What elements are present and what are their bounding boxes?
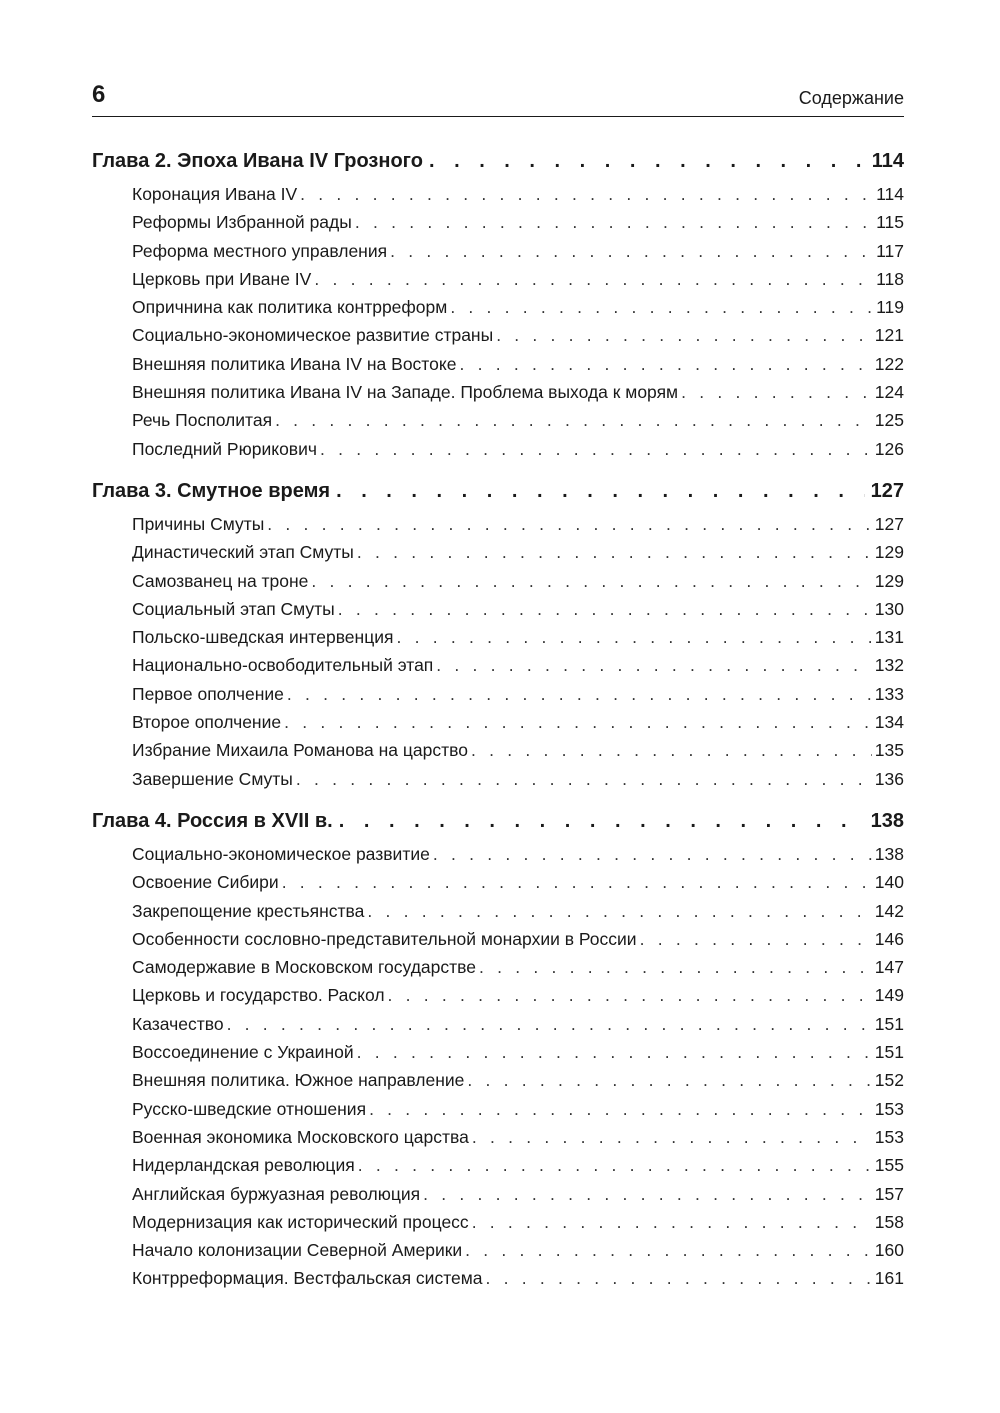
dot-leader (314, 266, 873, 292)
section-title: Воссоединение с Украиной (132, 1042, 354, 1063)
section-title: Второе ополчение (132, 712, 282, 733)
dot-leader (339, 806, 865, 836)
section-page-number: 121 (874, 325, 904, 346)
toc-entry (92, 181, 904, 209)
chapter-page-number: 138 (870, 809, 904, 832)
toc-entry (92, 1237, 904, 1265)
section-title: Самозванец на троне (132, 570, 309, 591)
section-title: Первое ополчение (132, 683, 284, 704)
section-title: Коронация Ивана IV (132, 184, 298, 204)
toc-entry (92, 209, 904, 237)
chapter-heading (92, 806, 904, 841)
toc-chapter (92, 146, 904, 464)
section-page-number: 124 (874, 382, 904, 403)
section-page-number: 135 (874, 740, 904, 761)
toc-chapter (92, 806, 904, 1294)
section-page-number: 155 (874, 1155, 904, 1176)
section-title: Особенности сословно-представительной монархии в России (132, 928, 637, 949)
chapter-page-number: 127 (870, 479, 904, 502)
dot-leader (467, 1067, 871, 1093)
section-page-number: 146 (874, 928, 904, 949)
section-title: Нидерландская революция (132, 1155, 355, 1176)
toc-entry (92, 379, 904, 407)
section-title: Контрреформация. Вестфальская система (132, 1268, 483, 1289)
section-page-number: 142 (874, 900, 904, 921)
section-page-number: 130 (874, 598, 904, 619)
chapter-heading (92, 146, 904, 181)
toc-entry (92, 624, 904, 652)
toc-entry (92, 1152, 904, 1180)
toc-entry (92, 407, 904, 435)
section-title: Самодержавие в Московском государстве (132, 957, 476, 978)
chapter-page-number: 114 (871, 150, 904, 172)
toc-entry (92, 737, 904, 765)
page-header (92, 80, 904, 117)
section-page-number: 118 (876, 268, 904, 289)
section-title: Последний Рюрикович (132, 438, 317, 459)
dot-leader (433, 841, 872, 867)
book-page (92, 0, 904, 1413)
section-title: Внешняя политика Ивана IV на Востоке (132, 353, 457, 374)
dot-leader (300, 181, 873, 207)
dot-leader (496, 322, 872, 348)
section-page-number: 129 (874, 542, 904, 563)
toc-entry (92, 539, 904, 567)
table-of-contents (92, 146, 904, 1294)
dot-leader (227, 1011, 872, 1037)
section-page-number: 129 (874, 570, 904, 591)
section-page-number: 122 (874, 353, 904, 374)
section-title: Опричнина как политика контрреформ (132, 297, 448, 318)
section-title: Социально-экономическое развитие (132, 843, 430, 864)
toc-entry (92, 841, 904, 869)
dot-leader (472, 1209, 872, 1235)
toc-entry (92, 596, 904, 624)
toc-entry (92, 266, 904, 294)
section-title: Речь Посполитая (132, 410, 273, 431)
section-title: Церковь и государство. Раскол (132, 985, 385, 1006)
dot-leader (429, 146, 866, 176)
section-title: Завершение Смуты (132, 768, 293, 789)
dot-leader (390, 238, 873, 264)
section-page-number: 125 (874, 410, 904, 431)
section-title: Модернизация как исторический процесс (132, 1211, 469, 1232)
section-page-number: 157 (874, 1183, 904, 1204)
toc-entry (92, 1039, 904, 1067)
section-title: Реформы Избранной рады (132, 212, 352, 233)
dot-leader (681, 379, 872, 405)
section-page-number: 153 (874, 1126, 904, 1147)
toc-entry (92, 709, 904, 737)
toc-entry (92, 766, 904, 794)
section-title: Церковь при Иване IV (132, 268, 312, 289)
section-title: Реформа местного управления (132, 240, 388, 261)
section-title: Династический этап Смуты (132, 542, 354, 563)
section-title: Причины Смуты (132, 513, 265, 534)
section-title: Избрание Михаила Романова на царство (132, 740, 468, 761)
section-page-number: 115 (876, 212, 904, 233)
dot-leader (338, 596, 872, 622)
toc-entry (92, 926, 904, 954)
chapter-title: Глава 3. Смутное время (92, 479, 331, 502)
section-title: Освоение Сибири (132, 872, 279, 893)
toc-entry (92, 511, 904, 539)
section-title: Польско-шведская интервенция (132, 627, 394, 648)
toc-entry (92, 1011, 904, 1039)
section-title: Русско-шведские отношения (132, 1098, 367, 1119)
toc-entry (92, 1067, 904, 1095)
chapter-title: Глава 2. Эпоха Ивана IV Грозного (92, 150, 423, 172)
dot-leader (275, 407, 872, 433)
toc-entry (92, 1124, 904, 1152)
dot-leader (479, 954, 872, 980)
toc-entry (92, 1265, 904, 1293)
section-page-number: 134 (874, 712, 904, 733)
section-title: Социально-экономическое развитие страны (132, 325, 494, 346)
section-page-number: 126 (874, 438, 904, 459)
dot-leader (459, 351, 871, 377)
dot-leader (284, 709, 872, 735)
dot-leader (357, 1039, 872, 1065)
section-page-number: 136 (874, 768, 904, 789)
section-page-number: 117 (876, 240, 904, 261)
dot-leader (472, 1124, 872, 1150)
toc-entry (92, 436, 904, 464)
dot-leader (465, 1237, 872, 1263)
dot-leader (388, 982, 872, 1008)
section-page-number: 160 (874, 1240, 904, 1261)
toc-entry (92, 238, 904, 266)
section-page-number: 140 (874, 872, 904, 893)
section-page-number: 114 (876, 184, 904, 204)
dot-leader (450, 294, 873, 320)
dot-leader (486, 1265, 872, 1291)
dot-leader (396, 624, 871, 650)
dot-leader (287, 681, 872, 707)
section-page-number: 132 (874, 655, 904, 676)
dot-leader (267, 511, 872, 537)
dot-leader (320, 436, 872, 462)
dot-leader (369, 1096, 872, 1122)
chapter-title: Глава 4. Россия в XVII в. (92, 809, 333, 832)
dot-leader (311, 568, 871, 594)
toc-entry (92, 568, 904, 596)
section-title: Английская буржуазная революция (132, 1183, 421, 1204)
section-page-number: 131 (874, 627, 904, 648)
chapter-heading (92, 476, 904, 511)
dot-leader (296, 766, 872, 792)
dot-leader (436, 652, 872, 678)
toc-entry (92, 294, 904, 322)
section-page-number: 153 (874, 1098, 904, 1119)
section-title: Национально-освободительный этап (132, 655, 434, 676)
toc-entry (92, 322, 904, 350)
section-title: Закрепощение крестьянства (132, 900, 365, 921)
section-page-number: 158 (874, 1211, 904, 1232)
dot-leader (358, 1152, 872, 1178)
section-title: Внешняя политика Ивана IV на Западе. Проблема выхода к морям (132, 382, 679, 403)
toc-entry (92, 898, 904, 926)
page-number: 6 (92, 81, 106, 108)
section-page-number: 133 (874, 683, 904, 704)
toc-entry (92, 1181, 904, 1209)
section-title: Казачество (132, 1013, 224, 1034)
toc-entry (92, 869, 904, 897)
section-page-number: 119 (876, 297, 904, 318)
section-title: Начало колонизации Северной Америки (132, 1240, 463, 1261)
toc-entry (92, 982, 904, 1010)
section-title: Военная экономика Московского царства (132, 1126, 469, 1147)
section-page-number: 147 (874, 957, 904, 978)
toc-entry (92, 681, 904, 709)
dot-leader (282, 869, 872, 895)
toc-entry (92, 351, 904, 379)
dot-leader (336, 476, 865, 506)
dot-leader (355, 209, 873, 235)
section-page-number: 127 (874, 513, 904, 534)
toc-entry (92, 954, 904, 982)
dot-leader (357, 539, 872, 565)
section-page-number: 151 (874, 1013, 904, 1034)
toc-entry (92, 652, 904, 680)
section-page-number: 151 (874, 1042, 904, 1063)
dot-leader (471, 737, 872, 763)
dot-leader (367, 898, 871, 924)
section-title: Социальный этап Смуты (132, 598, 335, 619)
running-title: Содержание (798, 88, 904, 108)
toc-entry (92, 1096, 904, 1124)
dot-leader (423, 1181, 872, 1207)
section-page-number: 149 (874, 985, 904, 1006)
section-page-number: 152 (874, 1070, 904, 1091)
dot-leader (640, 926, 872, 952)
section-page-number: 161 (874, 1268, 904, 1289)
toc-entry (92, 1209, 904, 1237)
section-title: Внешняя политика. Южное направление (132, 1070, 465, 1091)
toc-chapter (92, 476, 904, 794)
section-page-number: 138 (874, 843, 904, 864)
